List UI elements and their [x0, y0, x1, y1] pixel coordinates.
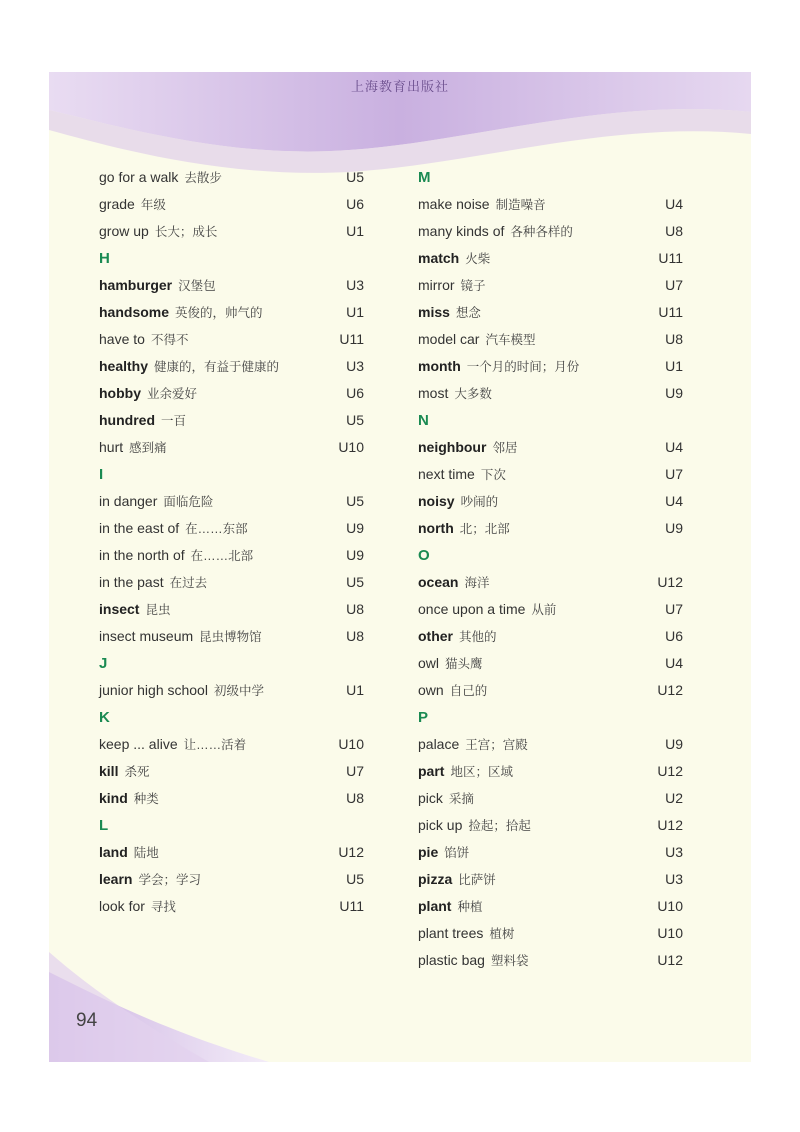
- entry-unit: U11: [339, 898, 364, 914]
- entry-unit: U9: [665, 385, 683, 401]
- glossary-entry: [418, 920, 683, 947]
- section-letter: P: [418, 709, 429, 726]
- entry-meaning: 长大；成长: [154, 225, 218, 239]
- entry-word: mirror: [418, 277, 455, 293]
- entry-meaning: 让……活着: [183, 738, 247, 752]
- glossary-entry: [418, 569, 683, 596]
- entry-meaning: 英俊的，帅气的: [175, 306, 263, 320]
- entry-word: in danger: [99, 493, 158, 509]
- entry-unit: U5: [346, 493, 364, 509]
- entry-word: kill: [99, 763, 119, 779]
- entry-meaning: 在过去: [169, 576, 208, 590]
- entry-meaning: 在……东部: [185, 522, 248, 536]
- glossary-entry: [99, 893, 364, 920]
- section-letter: H: [99, 250, 110, 267]
- entry-word: owl: [418, 655, 440, 671]
- glossary-entry: [418, 650, 683, 677]
- entry-meaning: 学会；学习: [138, 873, 201, 887]
- section-letter: O: [418, 547, 430, 564]
- glossary-entry: [418, 272, 683, 299]
- entry-unit: U9: [665, 736, 683, 752]
- entry-meaning: 火柴: [465, 252, 491, 266]
- entry-unit: U12: [657, 682, 683, 698]
- entry-unit: U2: [665, 790, 683, 806]
- entry-unit: U3: [346, 277, 364, 293]
- entry-meaning: 汽车模型: [485, 333, 536, 347]
- entry-meaning: 寻找: [150, 900, 176, 914]
- glossary-entry: [99, 623, 364, 650]
- entry-unit: U3: [346, 358, 364, 374]
- entry-meaning: 从前: [531, 603, 557, 617]
- entry-word: grow up: [99, 223, 149, 239]
- entry-meaning: 想念: [455, 306, 481, 320]
- glossary-entry: [418, 245, 683, 272]
- entry-meaning: 北；北部: [459, 522, 510, 536]
- entry-word: land: [99, 844, 128, 860]
- entry-meaning: 地区；区域: [450, 765, 513, 779]
- entry-word: kind: [99, 790, 128, 806]
- entry-word: in the past: [99, 574, 164, 590]
- entry-unit: U9: [346, 547, 364, 563]
- section-letter: L: [99, 817, 109, 834]
- glossary-entry: [99, 785, 364, 812]
- entry-word: once upon a time: [418, 601, 526, 617]
- entry-unit: U8: [346, 601, 364, 617]
- entry-unit: U12: [657, 763, 683, 779]
- glossary-entry: [418, 434, 683, 461]
- page-number: 94: [76, 1010, 98, 1031]
- entry-word: north: [418, 520, 454, 536]
- glossary-entry: [99, 434, 364, 461]
- entry-word: have to: [99, 331, 145, 347]
- entry-meaning: 在……北部: [190, 549, 254, 563]
- entry-unit: U1: [346, 223, 364, 239]
- entry-unit: U3: [665, 844, 683, 860]
- entry-unit: U10: [338, 736, 364, 752]
- entry-meaning: 汉堡包: [178, 279, 216, 293]
- glossary-entry: [99, 866, 364, 893]
- entry-unit: U5: [346, 574, 364, 590]
- glossary-entry: [99, 839, 364, 866]
- entry-word: pick: [418, 790, 443, 806]
- glossary-entry: [418, 218, 683, 245]
- entry-meaning: 去散步: [184, 171, 222, 185]
- entry-unit: U12: [338, 844, 364, 860]
- glossary-entry: [99, 272, 364, 299]
- glossary-entry: [418, 326, 683, 353]
- section-letter: M: [418, 169, 431, 186]
- glossary-entry: [99, 758, 364, 785]
- entry-unit: U6: [346, 385, 364, 401]
- entry-meaning: 猫头鹰: [445, 657, 483, 671]
- entry-unit: U11: [658, 250, 683, 266]
- entry-word: ocean: [418, 574, 459, 590]
- entry-word: insect museum: [99, 628, 194, 644]
- entry-unit: U8: [346, 790, 364, 806]
- entry-word: healthy: [99, 358, 149, 374]
- glossary-entry: [418, 839, 683, 866]
- glossary-entry: [418, 623, 683, 650]
- entry-meaning: 昆虫博物馆: [199, 630, 262, 644]
- entry-word: look for: [99, 898, 145, 914]
- entry-word: palace: [418, 736, 460, 752]
- entry-meaning: 下次: [480, 468, 506, 482]
- entry-word: go for a walk: [99, 169, 179, 185]
- entry-unit: U1: [346, 682, 364, 698]
- section-letter: J: [99, 655, 108, 672]
- entry-unit: U7: [665, 277, 683, 293]
- glossary-right-column: [418, 164, 683, 974]
- entry-unit: U8: [346, 628, 364, 644]
- entry-word: most: [418, 385, 449, 401]
- entry-meaning: 健康的，有益于健康的: [154, 360, 280, 374]
- entry-unit: U5: [346, 169, 364, 185]
- entry-meaning: 杀死: [124, 765, 150, 779]
- entry-word: insect: [99, 601, 140, 617]
- entry-unit: U10: [338, 439, 364, 455]
- entry-word: pick up: [418, 817, 463, 833]
- section-letter: K: [99, 709, 110, 726]
- entry-word: part: [418, 763, 445, 779]
- entry-word: hamburger: [99, 277, 173, 293]
- entry-word: next time: [418, 466, 475, 482]
- glossary-entry: [418, 812, 683, 839]
- entry-meaning: 年级: [140, 198, 166, 212]
- entry-unit: U4: [665, 655, 683, 671]
- entry-meaning: 制造噪音: [495, 198, 546, 212]
- entry-word: grade: [99, 196, 135, 212]
- entry-unit: U4: [665, 196, 683, 212]
- entry-word: junior high school: [99, 682, 208, 698]
- entry-meaning: 邻居: [492, 441, 518, 455]
- glossary-entry: [99, 596, 364, 623]
- entry-meaning: 初级中学: [213, 684, 264, 698]
- entry-word: noisy: [418, 493, 455, 509]
- entry-unit: U5: [346, 412, 364, 428]
- entry-word: neighbour: [418, 439, 487, 455]
- entry-word: match: [418, 250, 460, 266]
- entry-unit: U4: [665, 493, 683, 509]
- section-letter: N: [418, 412, 429, 429]
- glossary-entry: [418, 488, 683, 515]
- section-letter: I: [99, 466, 104, 483]
- entry-unit: U4: [665, 439, 683, 455]
- glossary-entry: [99, 191, 364, 218]
- entry-meaning: 一个月的时间；月份: [466, 360, 580, 374]
- glossary-entry: [99, 677, 364, 704]
- entry-word: many kinds of: [418, 223, 505, 239]
- entry-word: month: [418, 358, 461, 374]
- entry-unit: U9: [665, 520, 683, 536]
- entry-word: own: [418, 682, 444, 698]
- entry-meaning: 自己的: [449, 684, 488, 698]
- glossary-entry: [418, 731, 683, 758]
- entry-word: plant: [418, 898, 452, 914]
- entry-meaning: 种类: [133, 792, 159, 806]
- entry-meaning: 捡起；拾起: [468, 819, 531, 833]
- glossary-entry: [418, 596, 683, 623]
- entry-unit: U6: [665, 628, 683, 644]
- glossary-entry: [99, 488, 364, 515]
- entry-unit: U12: [657, 574, 683, 590]
- glossary-entry: [99, 326, 364, 353]
- glossary-entry: [418, 947, 683, 974]
- glossary-entry: [99, 380, 364, 407]
- glossary-entry: [418, 353, 683, 380]
- entry-word: miss: [418, 304, 450, 320]
- glossary-entry: [418, 191, 683, 218]
- glossary-entry: [418, 893, 683, 920]
- entry-unit: U5: [346, 871, 364, 887]
- entry-meaning: 感到痛: [129, 441, 167, 455]
- entry-word: hundred: [99, 412, 155, 428]
- entry-unit: U1: [665, 358, 683, 374]
- entry-unit: U7: [665, 601, 683, 617]
- entry-unit: U1: [346, 304, 364, 320]
- entry-meaning: 其他的: [459, 630, 497, 644]
- entry-word: plant trees: [418, 925, 484, 941]
- glossary-entry: [99, 299, 364, 326]
- entry-unit: U8: [665, 331, 683, 347]
- glossary-entry: [99, 569, 364, 596]
- entry-meaning: 王宫；宫殿: [465, 738, 528, 752]
- entry-meaning: 植树: [489, 927, 515, 941]
- entry-unit: U10: [657, 925, 683, 941]
- glossary-entry: [99, 515, 364, 542]
- glossary-entry: [99, 164, 364, 191]
- glossary-entry: [418, 785, 683, 812]
- entry-meaning: 吵闹的: [460, 495, 499, 509]
- entry-word: pie: [418, 844, 439, 860]
- entry-word: hurt: [99, 439, 124, 455]
- entry-word: other: [418, 628, 453, 644]
- entry-meaning: 业余爱好: [147, 387, 198, 401]
- entry-word: handsome: [99, 304, 170, 320]
- entry-unit: U9: [346, 520, 364, 536]
- entry-word: in the east of: [99, 520, 180, 536]
- entry-meaning: 塑料袋: [490, 954, 529, 968]
- entry-word: keep ... alive: [99, 736, 178, 752]
- glossary-entry: [418, 461, 683, 488]
- glossary-left-column: [99, 164, 364, 920]
- glossary-entry: [418, 758, 683, 785]
- entry-meaning: 海洋: [464, 576, 490, 590]
- entry-unit: U11: [339, 331, 364, 347]
- glossary-entry: [418, 299, 683, 326]
- entry-meaning: 不得不: [150, 333, 189, 347]
- entry-unit: U11: [658, 304, 683, 320]
- entry-meaning: 各种各样的: [510, 225, 573, 239]
- glossary-entry: [418, 380, 683, 407]
- entry-word: learn: [99, 871, 133, 887]
- glossary-entry: [418, 677, 683, 704]
- entry-meaning: 比萨饼: [458, 873, 496, 887]
- entry-unit: U6: [346, 196, 364, 212]
- entry-unit: U7: [346, 763, 364, 779]
- entry-meaning: 面临危险: [163, 495, 214, 509]
- glossary-entry: [418, 866, 683, 893]
- entry-unit: U8: [665, 223, 683, 239]
- glossary-entry: [99, 542, 364, 569]
- entry-unit: U12: [657, 952, 683, 968]
- entry-meaning: 镜子: [460, 279, 486, 293]
- entry-unit: U7: [665, 466, 683, 482]
- entry-meaning: 陆地: [133, 846, 159, 860]
- entry-word: make noise: [418, 196, 490, 212]
- entry-word: hobby: [99, 385, 141, 401]
- glossary-entry: [99, 407, 364, 434]
- entry-word: in the north of: [99, 547, 185, 563]
- entry-word: pizza: [418, 871, 453, 887]
- entry-unit: U10: [657, 898, 683, 914]
- entry-meaning: 大多数: [454, 387, 492, 401]
- glossary-entry: [99, 353, 364, 380]
- glossary-entry: [418, 515, 683, 542]
- publisher-name: 上海教育出版社: [350, 79, 449, 94]
- entry-meaning: 昆虫: [145, 603, 171, 617]
- entry-meaning: 种植: [457, 900, 483, 914]
- entry-meaning: 一百: [161, 414, 187, 428]
- entry-word: model car: [418, 331, 480, 347]
- glossary-entry: [99, 218, 364, 245]
- entry-meaning: 馅饼: [444, 846, 470, 860]
- entry-unit: U12: [657, 817, 683, 833]
- entry-word: plastic bag: [418, 952, 485, 968]
- entry-meaning: 采摘: [448, 792, 474, 806]
- entry-unit: U3: [665, 871, 683, 887]
- glossary-entry: [99, 731, 364, 758]
- textbook-page: [49, 72, 751, 1062]
